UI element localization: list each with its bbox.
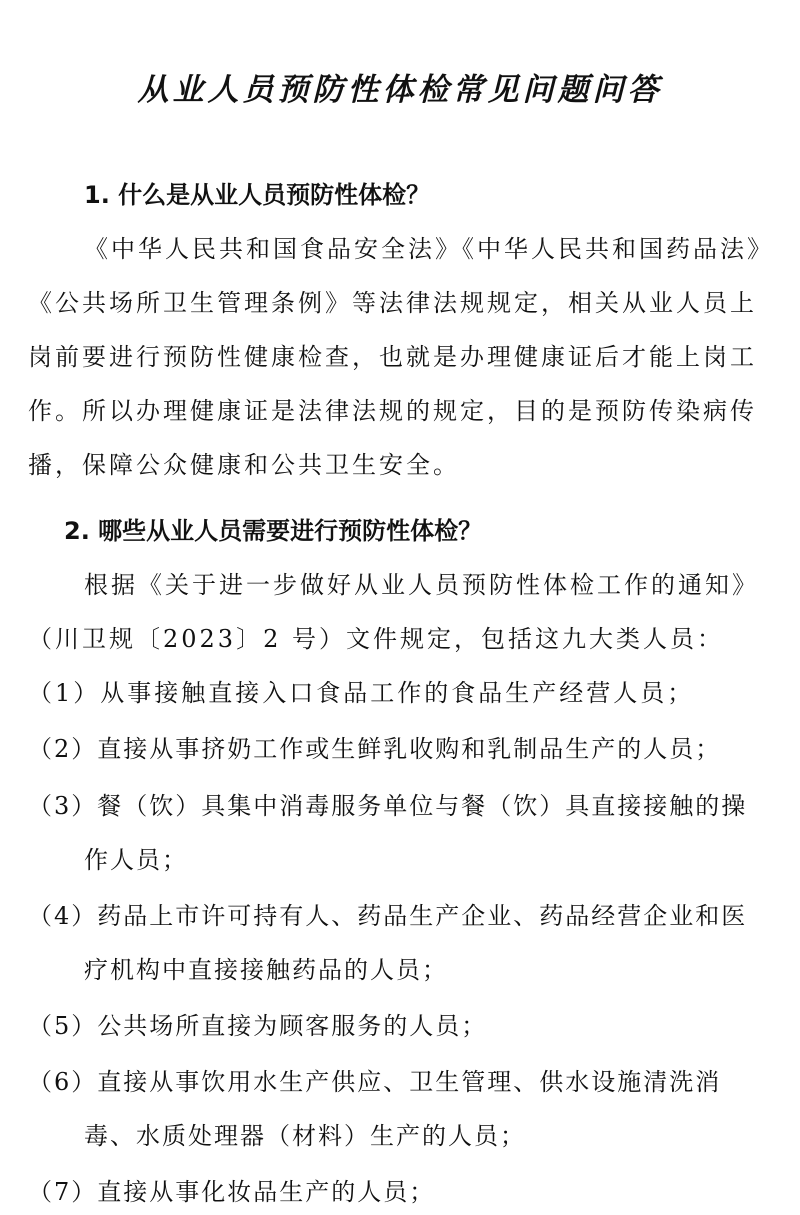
list-item: （7）直接从事化妆品生产的人员；	[28, 1178, 436, 1206]
list-item: （3）餐（饮）具集中消毒服务单位与餐（饮）具直接接触的操作人员；	[28, 792, 748, 874]
section-1-paragraph: 《中华人民共和国食品安全法》《中华人民共和国药品法》《公共场所卫生管理条例》等法律法规规定，相关从业人员上岗前要进行预防性健康检查，也就是办理健康证后才能上岗工作。所以办理健康证是法律法规的规定，目的是预防传染病传播，保障公众健康和公共卫生安全。	[28, 235, 762, 479]
list-item: （2）直接从事挤奶工作或生鲜乳收购和乳制品生产的人员；	[28, 735, 722, 763]
document-title: 从业人员预防性体检常见问题问答	[137, 72, 663, 108]
section-1-heading: 1. 什么是从业人员预防性体检？	[84, 181, 431, 209]
section-2-heading: 2. 哪些从业人员需要进行预防性体检？	[64, 517, 483, 545]
section-2-paragraph: 根据《关于进一步做好从业人员预防性体检工作的通知》（川卫规〔2023〕2 号）文件规定，包括这九大类人员：（1）从事接触直接入口食品工作的食品生产经营人员；	[28, 571, 759, 707]
list-item: （6）直接从事饮用水生产供应、卫生管理、供水设施清洗消毒、水质处理器（材料）生产的人员；	[28, 1068, 722, 1150]
list-item: （4）药品上市许可持有人、药品生产企业、药品经营企业和医疗机构中直接接触药品的人员；	[28, 902, 748, 984]
list-item: （5）公共场所直接为顾客服务的人员；	[28, 1012, 488, 1040]
